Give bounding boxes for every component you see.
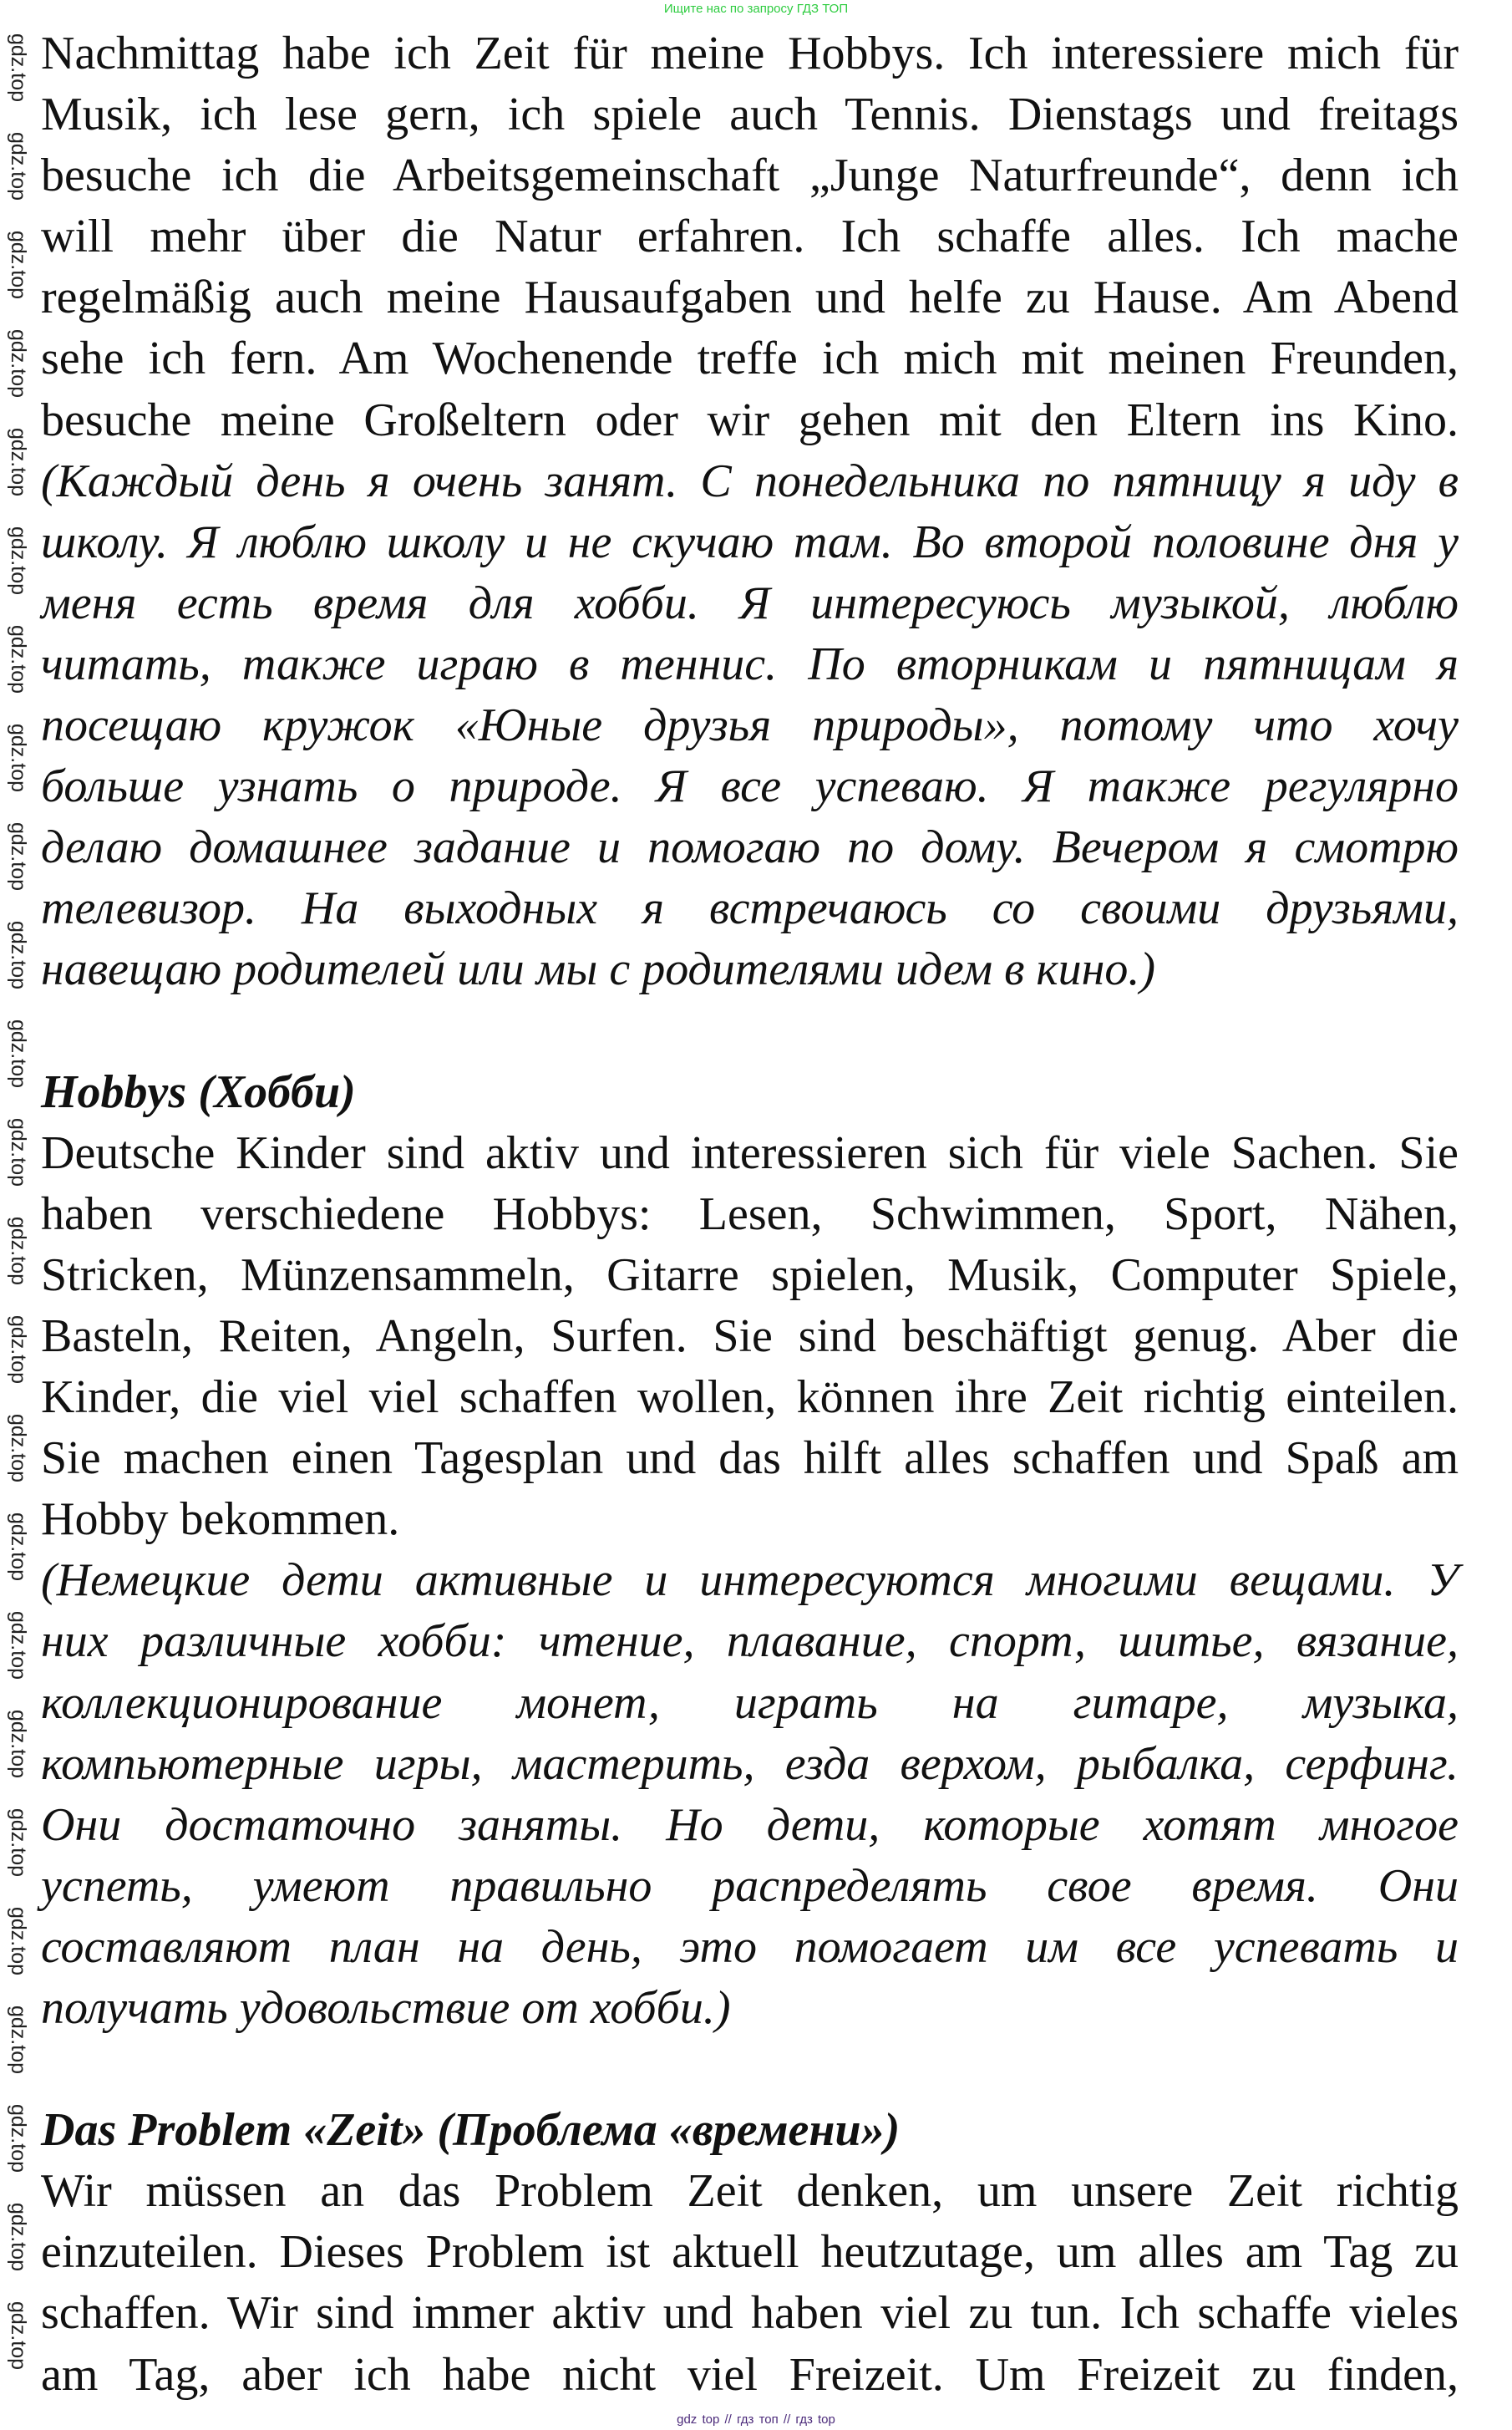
text-line: besuche meine Großeltern oder wir gehen mit den Eltern ins Kino. <box>41 394 1459 446</box>
text-line: Sie machen einen Tagesplan und das hilft alles schaffen und Spaß am <box>41 1432 1459 1485</box>
watermark: gdz.top <box>7 724 30 793</box>
watermark: gdz.top <box>7 1414 30 1483</box>
section-heading: Das Problem «Zeit» (Проблема «времени») <box>41 2104 901 2157</box>
top-banner: Ищите нас по запросу ГДЗ ТОП <box>663 2 849 16</box>
watermark: gdz.top <box>7 822 30 892</box>
watermark: gdz.top <box>7 625 30 694</box>
watermark: gdz.top <box>7 921 30 990</box>
blank-line <box>41 2039 1459 2100</box>
text-line: успеть, умеют правильно распределять свое время. Они <box>41 1859 1459 1912</box>
watermark: gdz.top <box>7 1512 30 1582</box>
section-heading: Hobbys (Хобби) <box>41 1065 356 1118</box>
watermark: gdz.top <box>7 1710 30 1779</box>
text-line: am Tag, aber ich habe nicht viel Freizeit. Um Freizeit zu finden, <box>41 2348 1459 2401</box>
text-line: навещаю родителей или мы с родителями идем в кино.) <box>41 943 1156 996</box>
text-line: (Каждый день я очень занят. С понедельника по пятницу я иду в <box>41 455 1459 507</box>
text-line: regelmäßig auch meine Hausaufgaben und helfe zu Hause. Am Abend <box>41 272 1459 324</box>
blank-line <box>41 1001 1459 1062</box>
bottom-banner: gdz top // гдз топ // гдз top <box>677 2412 835 2427</box>
text-line: haben verschiedene Hobbys: Lesen, Schwimmen, Sport, Nähen, <box>41 1187 1459 1240</box>
text-line: телевизор. На выходных я встречаюсь со своими друзьями, <box>41 882 1459 935</box>
text-line: посещаю кружок «Юные друзья природы», потому что хочу <box>41 699 1459 752</box>
text-line: составляют план на день, это помогает им все успевать и <box>41 1920 1459 1973</box>
watermark: gdz.top <box>7 1808 30 1878</box>
text-line: Hobby bekommen. <box>41 1493 400 1546</box>
watermark: gdz.top <box>7 2006 30 2075</box>
watermark: gdz.top <box>7 2203 30 2272</box>
text-line: Basteln, Reiten, Angeln, Surfen. Sie sind beschäftigt genug. Aber die <box>41 1309 1459 1362</box>
watermark: gdz.top <box>7 33 30 103</box>
watermark: gdz.top <box>7 1907 30 1976</box>
watermark: gdz.top <box>7 231 30 300</box>
text-line: Wir müssen an das Problem Zeit denken, um unsere Zeit richtig <box>41 2165 1459 2218</box>
text-line: меня есть время для хобби. Я интересуюсь музыкой, люблю <box>41 577 1459 629</box>
text-line: них различные хобби: чтение, плавание, спорт, шитье, вязание, <box>41 1615 1459 1668</box>
watermark: gdz.top <box>7 329 30 399</box>
text-line: читать, также играю в теннис. По вторникам и пятницам я <box>41 638 1459 690</box>
watermark: gdz.top <box>7 526 30 596</box>
document-text <box>41 23 1459 2406</box>
watermark: gdz.top <box>7 132 30 201</box>
text-line: коллекционирование монет, играть на гитаре, музыка, <box>41 1676 1459 1729</box>
text-line: Stricken, Münzensammeln, Gitarre spielen, Musik, Computer Spiele, <box>41 1248 1459 1301</box>
watermark: gdz.top <box>7 1611 30 1680</box>
text-line: besuche ich die Arbeitsgemeinschaft „Junge Naturfreunde“, denn ich <box>41 150 1459 202</box>
text-line: больше узнать о природе. Я все успеваю. Я также регулярно <box>41 760 1459 813</box>
text-line: школу. Я люблю школу и не скучаю там. Во второй половине дня у <box>41 516 1459 568</box>
watermark: gdz.top <box>7 2301 30 2371</box>
watermark: gdz.top <box>7 1315 30 1385</box>
text-line: (Немецкие дети активные и интересуются многими вещами. У <box>41 1554 1459 1607</box>
text-line: schaffen. Wir sind immer aktiv und haben viel zu tun. Ich schaffe vieles <box>41 2287 1459 2340</box>
text-line: sehe ich fern. Am Wochenende treffe ich mich mit meinen Freunden, <box>41 333 1459 385</box>
text-line: will mehr über die Natur erfahren. Ich schaffe alles. Ich mache <box>41 211 1459 263</box>
text-line: Deutsche Kinder sind aktiv und interessieren sich für viele Sachen. Sie <box>41 1126 1459 1179</box>
watermark: gdz.top <box>7 1019 30 1089</box>
text-line: Они достаточно заняты. Но дети, которые хотят многое <box>41 1798 1459 1851</box>
watermark: gdz.top <box>7 1118 30 1187</box>
text-line: делаю домашнее задание и помогаю по дому. Вечером я смотрю <box>41 821 1459 874</box>
watermark: gdz.top <box>7 428 30 497</box>
watermark: gdz.top <box>7 1217 30 1286</box>
text-line: einzuteilen. Dieses Problem ist aktuell heutzutage, um alles am Tag zu <box>41 2226 1459 2279</box>
text-line: Kinder, die viel viel schaffen wollen, können ihre Zeit richtig einteilen. <box>41 1371 1459 1424</box>
watermark: gdz.top <box>7 2104 30 2173</box>
text-line: Nachmittag habe ich Zeit für meine Hobbys. Ich interessiere mich für <box>41 28 1459 79</box>
text-line: компьютерные игры, мастерить, езда верхом, рыбалка, серфинг. <box>41 1737 1459 1790</box>
text-line: Musik, ich lese gern, ich spiele auch Tennis. Dienstags und freitags <box>41 89 1459 141</box>
text-line: получать удовольствие от хобби.) <box>41 1982 731 2034</box>
